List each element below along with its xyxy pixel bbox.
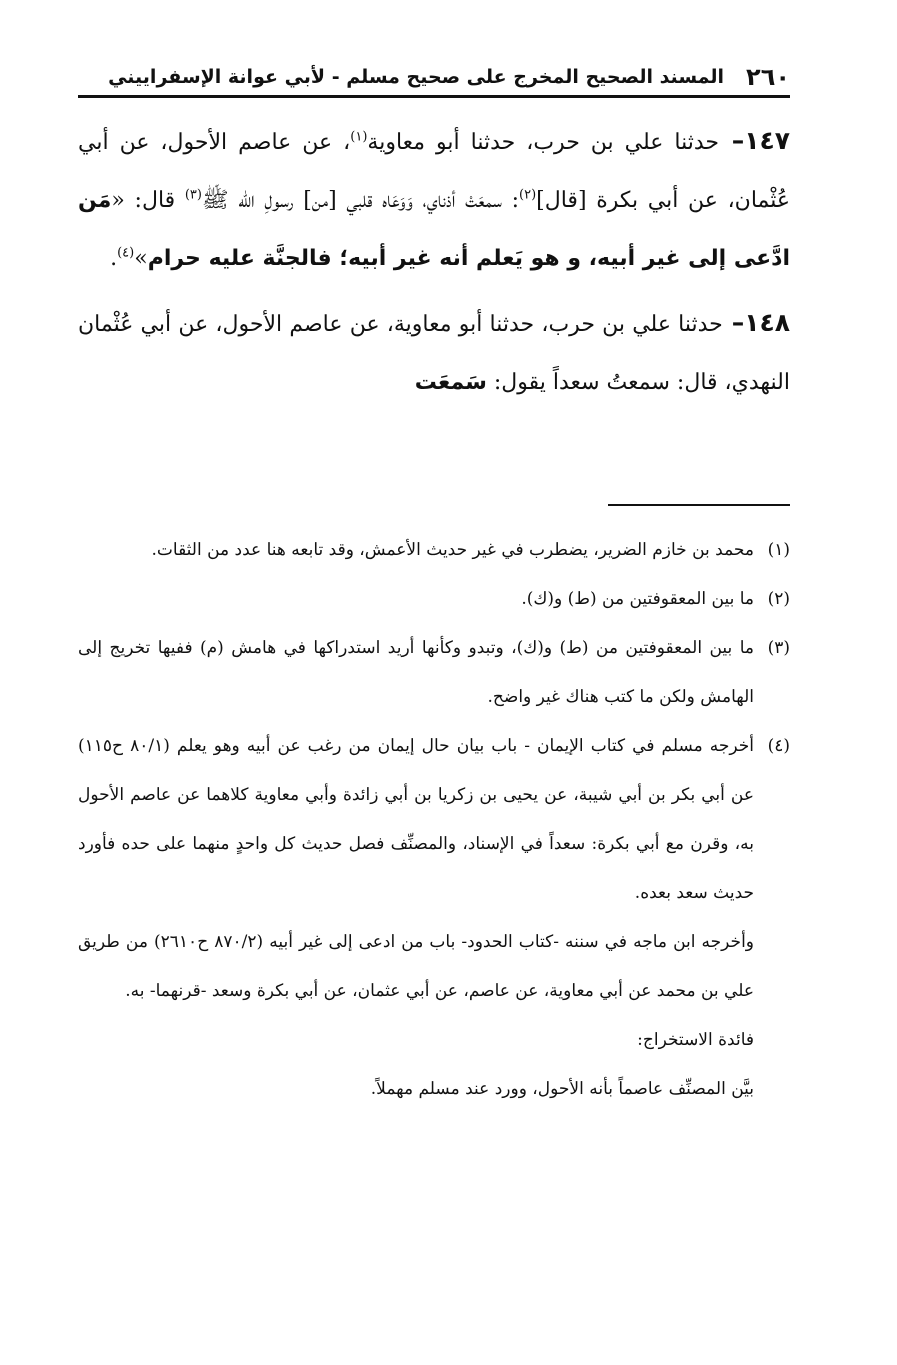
page-header — [78, 58, 790, 98]
hadith-dash: – — [719, 126, 745, 155]
hadith-number: ١٤٧ — [744, 126, 791, 155]
footnote-number: (٣) — [767, 638, 790, 658]
hadith-text: حدثنا علي بن حرب، حدثنا أبو معاوية — [367, 130, 720, 155]
hadith-matn: سَمعَت — [414, 370, 487, 395]
hadith-dash: – — [722, 308, 745, 337]
footnote-number: (٤) — [767, 736, 790, 756]
footnote-text: ما بين المعقوفتين من (ط) و(ك). — [521, 589, 754, 609]
extraction-benefit-heading: فائدة الاستخراج: — [637, 1030, 754, 1050]
hadith-148 — [78, 294, 790, 412]
footnote-text: أخرجه مسلم في كتاب الإيمان - باب بيان حال إيمان من رغب عن أبيه وهو يعلم (٨٠/١ ح١١٥) عن أبي بكر بن أبي شيبة، عن يحيى بن زكريا بن أبي زائدة وأبي معاوية كلاهما عن عاصم الأحول به، وقرن مع أبي بكرة: سعداً في الإسناد، والمصنِّف فصل حديث كل واحدٍ منهما على حده فأورد حديث سعد بعده. — [78, 736, 754, 903]
hadith-text: قال: « — [111, 188, 185, 213]
footnote-1 — [78, 526, 790, 575]
hadith-147 — [78, 112, 790, 288]
hadith-text: » — [134, 246, 148, 271]
hadith-number: ١٤٨ — [744, 308, 790, 337]
footnote-marker[interactable]: (٤) — [117, 245, 135, 261]
hadith-text: . — [110, 246, 118, 271]
footnote-4-continuation: وأخرجه ابن ماجه في سننه -كتاب الحدود- باب من ادعى إلى غير أبيه (٨٧٠/٢ ح٢٦١٠) من طريق علي بن محمد عن أبي معاوية، عن عاصم، عن أبي عثمان، عن أبي بكرة وسعد -قرنهما- به. — [78, 932, 754, 1001]
footnote-marker[interactable]: (١) — [350, 129, 368, 145]
footnote-2 — [78, 575, 790, 624]
footnote-4 — [78, 722, 790, 918]
hadith-text: حدثنا علي بن حرب، حدثنا أبو معاوية، عن عاصم الأحول، عن أبي عُثْمان النهدي، قال: سمعتُ سعداً يقول: — [78, 312, 790, 395]
extraction-benefit-text: بيَّن المصنِّف عاصماً بأنه الأحول، وورد عند مسلم مهملاً. — [370, 1079, 754, 1099]
footnote-text: محمد بن خازم الضرير، يضطرب في غير حديث الأعمش، وقد تابعه هنا عدد من الثقات. — [151, 540, 754, 560]
hadith-matn: مَن ادَّعى إلى غير أبيه، و هو يَعلم أنه غير أبيه؛ فالجنَّة عليه حرام — [78, 188, 790, 271]
hadith-text: ، عن عاصم الأحول، عن أبي عُثْمان، عن أبي بكرة [قال] — [78, 130, 791, 213]
page-number: ٢٦٠ — [746, 62, 790, 91]
footnote-marker[interactable]: (٢) — [519, 187, 537, 203]
running-title: المسند الصحيح المخرج على صحيح مسلم - لأبي عوانة الإسفراييني — [108, 65, 725, 88]
footnote-3 — [78, 624, 790, 722]
footnote-text: ما بين المعقوفتين من (ط) و(ك)، وتبدو وكأنها أريد استدراكها في هامش (م) ففيها تخريج إلى الهامش ولكن ما كتب هناك غير واضح. — [78, 638, 754, 707]
footnote-number: (٢) — [767, 589, 790, 609]
main-text — [78, 112, 790, 418]
footnotes — [78, 526, 790, 1114]
footnote-marker[interactable]: (٣) — [184, 187, 202, 203]
footnote-separator — [608, 504, 790, 506]
footnote-number: (١) — [767, 540, 790, 560]
hadith-text: : سمعَتْ أذناي، وَوَعَاه قلبي [من] رسولِ الله ﷺ — [201, 188, 520, 213]
